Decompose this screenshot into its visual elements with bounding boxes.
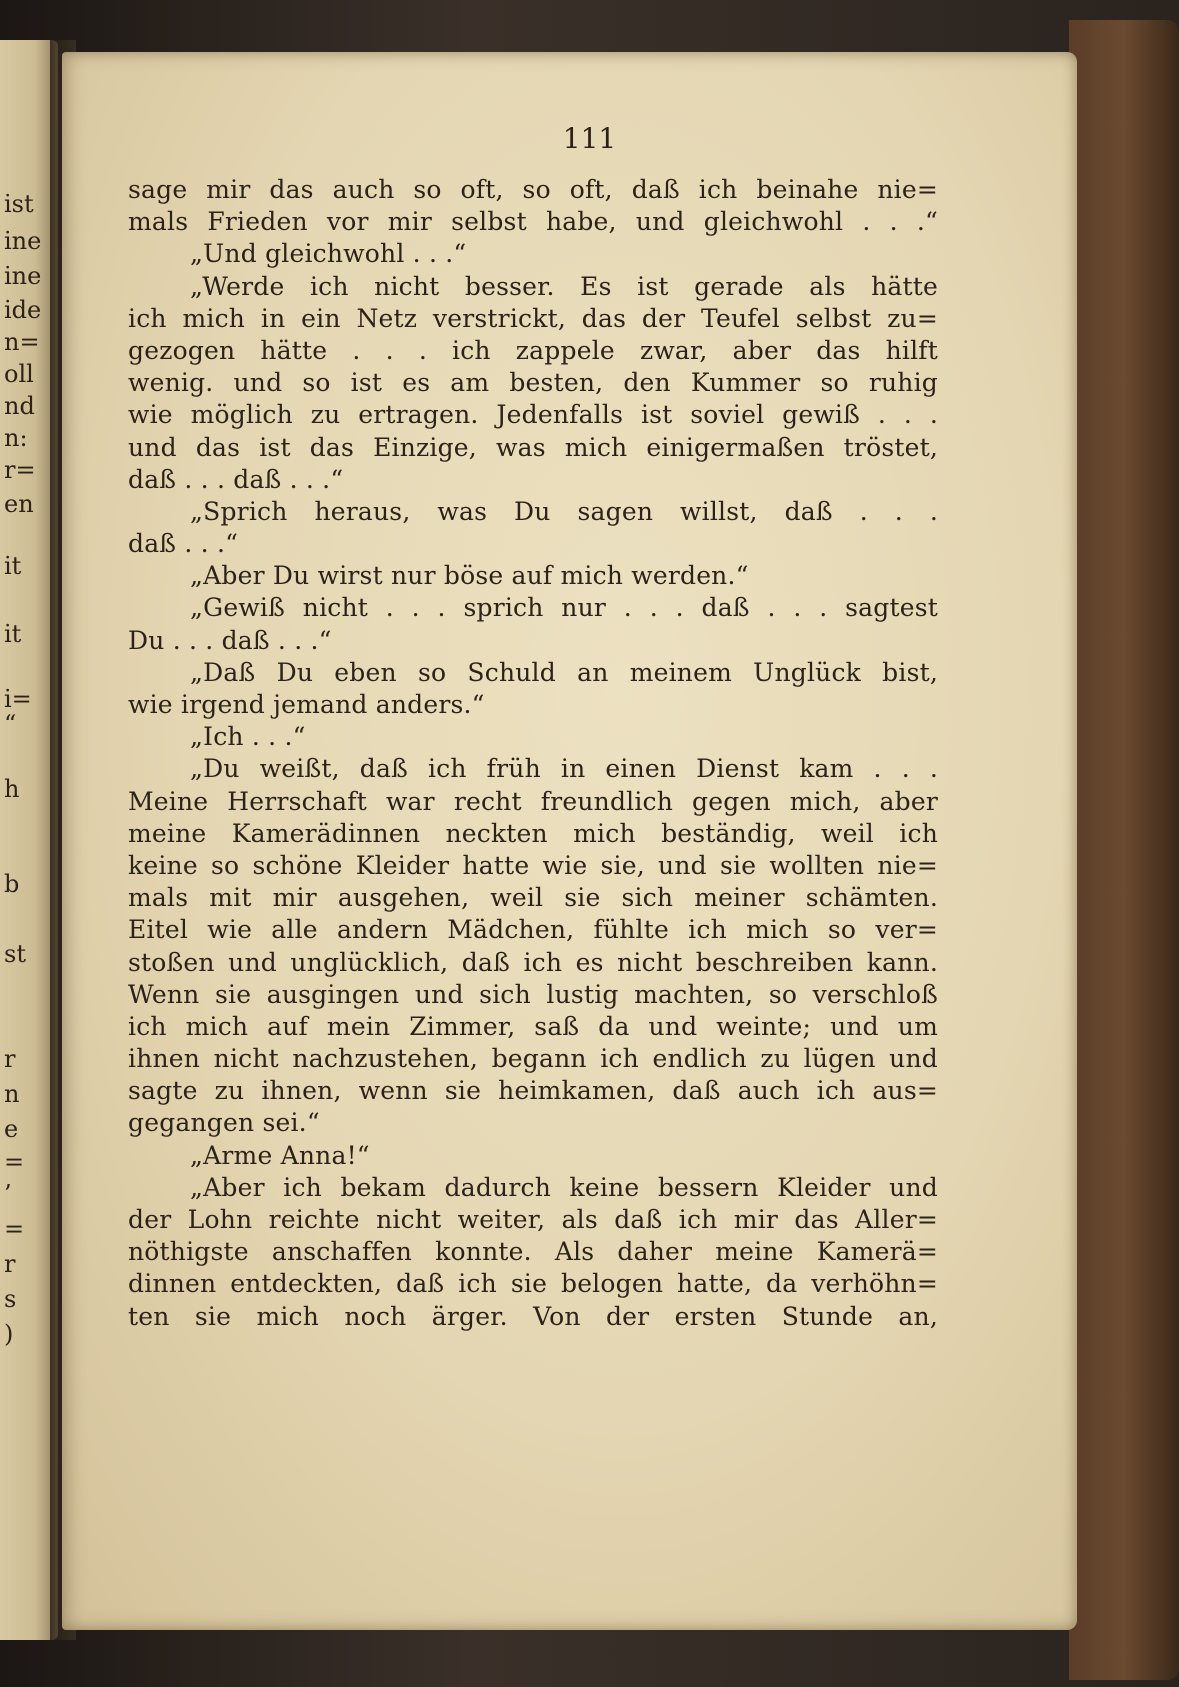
text-line: Meine Herrschaft war recht freundlich gegen mich, aber <box>128 786 938 816</box>
text-line: wenig. und so ist es am besten, den Kummer so ruhig <box>128 368 938 398</box>
left-page-fragment: e <box>4 1115 19 1143</box>
left-page-fragment: b <box>4 870 20 898</box>
left-page-fragment: ) <box>4 1320 14 1348</box>
text-line: wie irgend jemand anders.“ <box>128 690 485 719</box>
left-page-fragment: it <box>4 620 22 648</box>
text-line: nöthigste anschaffen konnte. Als daher meine Kamerä= <box>128 1237 938 1267</box>
text-line: Du . . . daß . . .“ <box>128 625 332 655</box>
text-line: „Daß Du eben so Schuld an meinem Unglück bist, <box>190 657 938 687</box>
text-line: ich mich in ein Netz verstrickt, das der Teufel selbst zu= <box>128 303 938 333</box>
right-page <box>62 52 1077 1630</box>
page-number: 111 <box>562 122 617 155</box>
text-line: stoßen und unglücklich, daß ich es nicht beschreiben kann. <box>128 947 938 977</box>
text-line: „Und gleichwohl . . .“ <box>190 239 467 269</box>
text-line: keine so schöne Kleider hatte wie sie, und sie wollten nie= <box>128 850 938 880</box>
text-line: gezogen hätte . . . ich zappele zwar, aber das hilft <box>128 335 938 365</box>
left-page-fragment: h <box>4 775 20 803</box>
text-line: ten sie mich noch ärger. Von der ersten Stunde an, <box>128 1301 938 1331</box>
text-line: der Lohn reichte nicht weiter, als daß ich mir das Aller= <box>128 1205 938 1234</box>
left-page-fragment: n: <box>4 424 28 452</box>
left-page-fragment: s <box>4 1285 17 1313</box>
text-line: meine Kamerädinnen neckten mich beständig, weil ich <box>128 818 938 848</box>
text-line: sage mir das auch so oft, so oft, daß ich beinahe nie= <box>128 175 938 204</box>
left-page-fragment: nd <box>4 392 35 420</box>
text-line: „Gewiß nicht . . . sprich nur . . . daß . . . sagtest <box>190 593 938 623</box>
text-line: daß . . . daß . . .“ <box>128 464 344 494</box>
text-line: ich mich auf mein Zimmer, saß da und weinte; und um <box>128 1011 938 1041</box>
text-line: „Sprich heraus, was Du sagen willst, daß . . . <box>190 496 938 526</box>
left-page-fragment: r <box>4 1045 16 1073</box>
text-line: „Arme Anna!“ <box>190 1140 370 1170</box>
left-page-fragment: ’ <box>4 1180 12 1208</box>
text-line: wie möglich zu ertragen. Jedenfalls ist soviel gewiß . . . <box>128 400 938 430</box>
text-line: Wenn sie ausgingen und sich lustig machten, so verschloß <box>128 979 938 1009</box>
left-page-fragment: r= <box>4 456 36 484</box>
text-line: ihnen nicht nachzustehen, begann ich endlich zu lügen und <box>128 1044 938 1074</box>
text-line: mals mit mir ausgehen, weil sie sich meiner schämten. <box>128 883 938 913</box>
left-page-fragment: ine <box>4 227 42 255</box>
text-line: dinnen entdeckten, daß ich sie belogen hatte, da verhöhn= <box>128 1269 938 1299</box>
left-page-fragment: ine <box>4 262 42 290</box>
text-line: Eitel wie alle andern Mädchen, fühlte ich mich so ver= <box>128 915 938 945</box>
left-page-fragment: st <box>4 940 26 968</box>
left-page-fragment: n= <box>4 328 40 356</box>
left-page-fragment: it <box>4 552 22 580</box>
text-line: mals Frieden vor mir selbst habe, und gleichwohl . . .“ <box>128 207 938 237</box>
left-page-fragment: = <box>4 1148 25 1176</box>
left-page-fragment: ist <box>4 190 34 218</box>
text-line: sagte zu ihnen, wenn sie heimkamen, daß auch ich aus= <box>128 1076 938 1106</box>
text-line: „Aber Du wirst nur böse auf mich werden.“ <box>190 561 749 591</box>
left-page-fragment: n <box>4 1080 20 1108</box>
text-line: und das ist das Einzige, was mich einigermaßen tröstet, <box>128 432 938 462</box>
text-line: „Werde ich nicht besser. Es ist gerade als hätte <box>190 271 938 301</box>
left-page-fragment: i= <box>4 685 32 713</box>
text-line: „Aber ich bekam dadurch keine bessern Kleider und <box>190 1172 938 1202</box>
left-page-fragment: en <box>4 490 34 518</box>
left-page-fragment: “ <box>4 710 17 738</box>
text-line: gegangen sei.“ <box>128 1108 320 1138</box>
left-page-fragment: oll <box>4 360 34 388</box>
left-page-fragment: ide <box>4 296 42 324</box>
left-page-fragment: r <box>4 1250 16 1278</box>
text-line: daß . . .“ <box>128 529 239 559</box>
text-line: „Du weißt, daß ich früh in einen Dienst kam . . . <box>190 754 938 784</box>
left-page-fragment: = <box>4 1215 25 1243</box>
book-cover-edge <box>1069 20 1179 1680</box>
page-text <box>128 174 938 1333</box>
text-line: „Ich . . .“ <box>190 722 306 752</box>
